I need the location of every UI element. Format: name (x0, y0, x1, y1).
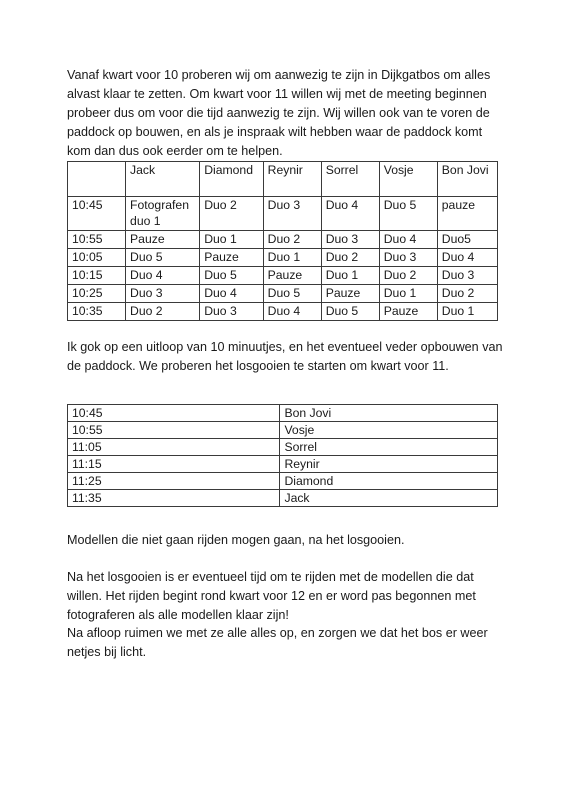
schedule-cell: Duo 5 (126, 249, 200, 267)
order-model-cell: Jack (280, 490, 498, 507)
schedule-time-cell: 10:45 (68, 197, 126, 231)
schedule-cell: Duo 3 (379, 249, 437, 267)
schedule-cell: Fotografen duo 1 (126, 197, 200, 231)
order-time-cell: 11:35 (68, 490, 280, 507)
order-time-cell: 11:15 (68, 456, 280, 473)
schedule-cell: Duo 4 (437, 249, 497, 267)
order-row (68, 490, 498, 507)
schedule-time-cell: 10:05 (68, 249, 126, 267)
schedule-cell: Duo 2 (200, 197, 263, 231)
schedule-cell: Duo 4 (126, 267, 200, 285)
schedule-header-cell: Jack (126, 162, 200, 197)
schedule-cell: Duo 1 (437, 303, 497, 321)
schedule-row (68, 249, 498, 267)
schedule-cell: Duo 4 (200, 285, 263, 303)
schedule-cell: Duo 5 (263, 285, 321, 303)
schedule-header-cell: Vosje (379, 162, 437, 197)
schedule-cell: Duo 3 (263, 197, 321, 231)
schedule-cell: Pauze (263, 267, 321, 285)
order-model-cell: Vosje (280, 422, 498, 439)
order-row (68, 422, 498, 439)
schedule-table (67, 161, 498, 321)
order-model-cell: Reynir (280, 456, 498, 473)
order-table (67, 404, 498, 507)
schedule-row (68, 285, 498, 303)
schedule-cell: Duo 5 (379, 197, 437, 231)
schedule-cell: Duo 4 (321, 197, 379, 231)
schedule-cell: Duo 4 (263, 303, 321, 321)
uitloop-paragraph: Ik gok op een uitloop van 10 minuutjes, en het eventueel veder opbouwen van de paddock. We proberen het losgooien te starten om kwart voor 11. (67, 340, 503, 373)
schedule-cell: Duo 5 (321, 303, 379, 321)
intro-paragraph: Vanaf kwart voor 10 proberen wij om aanwezig te zijn in Dijkgatbos om alles alvast klaar te zetten. Om kwart voor 11 willen wij met de meeting beginnen probeer dus om voor die tijd aanwezig te zijn. Wij willen ook van te voren de paddock op bouwen, en als je inspraak wilt hebben waar de paddock komt kom dan dus ook eerder om te helpen. (67, 68, 491, 158)
order-row (68, 456, 498, 473)
schedule-row (68, 267, 498, 285)
modellen-paragraph: Modellen die niet gaan rijden mogen gaan, na het losgooien. (67, 533, 405, 547)
schedule-row (68, 197, 498, 231)
schedule-cell: Duo 3 (437, 267, 497, 285)
schedule-header-cell (68, 162, 126, 197)
schedule-cell: Duo 2 (321, 249, 379, 267)
schedule-cell: Duo 4 (379, 231, 437, 249)
schedule-header-row (68, 162, 498, 197)
schedule-cell: Duo 3 (126, 285, 200, 303)
schedule-cell: Duo 2 (379, 267, 437, 285)
order-time-cell: 10:45 (68, 405, 280, 422)
schedule-row (68, 231, 498, 249)
schedule-cell: Duo 1 (200, 231, 263, 249)
schedule-time-cell: 10:15 (68, 267, 126, 285)
order-row (68, 473, 498, 490)
schedule-cell: Duo5 (437, 231, 497, 249)
schedule-cell: Duo 1 (379, 285, 437, 303)
schedule-time-cell: 10:35 (68, 303, 126, 321)
order-time-cell: 10:55 (68, 422, 280, 439)
order-row (68, 405, 498, 422)
schedule-cell: Pauze (126, 231, 200, 249)
schedule-header-cell: Bon Jovi (437, 162, 497, 197)
order-time-cell: 11:05 (68, 439, 280, 456)
schedule-cell: Pauze (379, 303, 437, 321)
schedule-row (68, 303, 498, 321)
schedule-cell: Duo 5 (200, 267, 263, 285)
schedule-cell: Pauze (200, 249, 263, 267)
schedule-cell: Duo 3 (321, 231, 379, 249)
rijden-paragraph: Na het losgooien is er eventueel tijd om te rijden met de modellen die dat willen. Het rijden begint rond kwart voor 12 en er word pas begonnen met fotograferen als alle modellen klaar zijn! (67, 570, 476, 622)
order-time-cell: 11:25 (68, 473, 280, 490)
schedule-cell: Pauze (321, 285, 379, 303)
order-model-cell: Diamond (280, 473, 498, 490)
order-row (68, 439, 498, 456)
schedule-header-cell: Sorrel (321, 162, 379, 197)
schedule-header-cell: Diamond (200, 162, 263, 197)
schedule-cell: Duo 1 (321, 267, 379, 285)
schedule-cell: pauze (437, 197, 497, 231)
schedule-time-cell: 10:25 (68, 285, 126, 303)
schedule-cell: Duo 2 (126, 303, 200, 321)
afloop-paragraph: Na afloop ruimen we met ze alle alles op, en zorgen we dat het bos er weer netjes bij licht. (67, 626, 488, 659)
schedule-time-cell: 10:55 (68, 231, 126, 249)
schedule-header-cell: Reynir (263, 162, 321, 197)
schedule-cell: Duo 2 (437, 285, 497, 303)
schedule-cell: Duo 1 (263, 249, 321, 267)
schedule-cell: Duo 3 (200, 303, 263, 321)
order-model-cell: Sorrel (280, 439, 498, 456)
order-model-cell: Bon Jovi (280, 405, 498, 422)
schedule-cell: Duo 2 (263, 231, 321, 249)
